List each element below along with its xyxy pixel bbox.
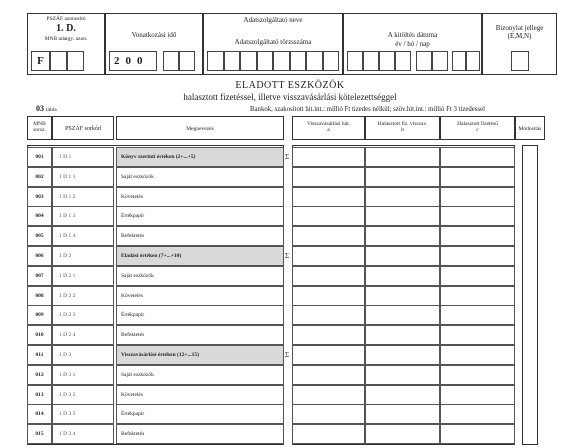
value-cell-b[interactable]	[365, 147, 440, 167]
col-header-a-text: Visszavásárlási hát.	[306, 121, 351, 127]
pszaf-code: 1. D.	[56, 23, 76, 34]
row-label: Könyv szerinti értéken (2+...+5)	[116, 147, 284, 167]
value-cell-a[interactable]	[292, 226, 365, 246]
row-number: 015	[27, 424, 52, 444]
provider-name-label: Adatszolgáltató neve	[243, 16, 303, 24]
doc-type-block	[482, 13, 557, 75]
row-code: 1 D 3 4	[52, 424, 114, 444]
value-cell-b[interactable]	[365, 206, 440, 226]
col-header-a-letter: a	[327, 127, 330, 133]
value-cell-b[interactable]	[365, 286, 440, 306]
table-row	[0, 325, 580, 345]
col-header-b-letter: b	[401, 127, 404, 133]
row-label: Saját eszközök	[116, 365, 284, 385]
row-label: Értékpapír	[116, 305, 284, 325]
date-box-5[interactable]	[416, 51, 432, 71]
row-code: 1 D 1 3	[52, 206, 114, 226]
value-cell-c[interactable]	[440, 365, 515, 385]
value-cell-a[interactable]	[292, 305, 365, 325]
table-row	[0, 187, 580, 207]
provider-reg-box-1[interactable]	[207, 51, 224, 71]
provider-reg-box-2[interactable]	[224, 51, 241, 71]
table-row	[0, 345, 580, 365]
col-header-mnb: MNB sorsz.	[27, 116, 52, 140]
row-code: 1 D 3 1	[52, 365, 114, 385]
date-box-1[interactable]	[347, 51, 363, 71]
value-cell-b[interactable]	[365, 345, 440, 365]
table-number	[36, 104, 57, 113]
date-label: A kitöltés dátuma	[387, 31, 438, 39]
row-code: 1 D 2 4	[52, 325, 114, 345]
form-subtitle: halasztott fizetéssel, illetve visszavásárlási kötelezettséggel	[183, 92, 397, 102]
row-label: Követelés	[116, 286, 284, 306]
mnb-box-2[interactable]	[50, 51, 67, 71]
col-header-c	[440, 116, 515, 140]
row-number: 013	[27, 385, 52, 405]
row-number: 008	[27, 286, 52, 306]
table-row	[0, 385, 580, 405]
value-cell-a[interactable]	[292, 286, 365, 306]
value-cell-b[interactable]	[365, 305, 440, 325]
provider-block	[203, 13, 343, 75]
row-label: Saját eszközök	[116, 266, 284, 286]
col-header-c-letter: c	[476, 127, 479, 133]
row-number: 001	[27, 147, 52, 167]
value-cell-b[interactable]	[365, 325, 440, 345]
value-cell-a[interactable]	[292, 345, 365, 365]
row-code: 1 D 1	[52, 147, 114, 167]
provider-reg-box-8[interactable]	[323, 51, 340, 71]
table-row	[0, 266, 580, 286]
col-header-b-text: Halasztott fiz. visszav.	[377, 121, 428, 127]
value-cell-a[interactable]	[292, 206, 365, 226]
value-cell-c[interactable]	[440, 167, 515, 187]
period-block	[105, 13, 203, 75]
table-row	[0, 365, 580, 385]
form-title: ELADOTT ESZKÖZÖK	[235, 80, 345, 91]
date-box-8[interactable]	[466, 51, 480, 71]
row-number: 004	[27, 206, 52, 226]
units-note: Bankok, szakosított hit.int.: millió Ft tizedes nélkül; szöv.hit.int.: millió Ft 3 tizedessel	[250, 106, 485, 113]
row-number: 005	[27, 226, 52, 246]
doc-type-label: Bizonylat jellege (E,M,N)	[495, 24, 544, 40]
row-number: 010	[27, 325, 52, 345]
table-row	[0, 226, 580, 246]
value-cell-c[interactable]	[440, 206, 515, 226]
table-row	[0, 305, 580, 325]
row-label: Követelés	[116, 385, 284, 405]
value-cell-b[interactable]	[365, 246, 440, 266]
pszaf-label: PSZÁF azonosító	[46, 16, 86, 22]
sum-marker: Σ	[285, 252, 290, 260]
provider-reg-box-5[interactable]	[273, 51, 290, 71]
row-code: 1 D 1 2	[52, 187, 114, 207]
date-box-7[interactable]	[452, 51, 466, 71]
mnb-box-3[interactable]	[67, 51, 84, 71]
value-cell-a[interactable]	[292, 187, 365, 207]
value-cell-a[interactable]	[292, 404, 365, 424]
col-header-b	[365, 116, 440, 140]
row-label: Visszavásárlási értéken (12+...15)	[116, 345, 284, 365]
col-header-mod: Módosítás	[515, 116, 545, 140]
provider-reg-label: Adatszolgáltató törzsszáma	[234, 38, 312, 46]
row-code: 1 D 2 3	[52, 305, 114, 325]
row-label: Befektetés	[116, 424, 284, 444]
date-block	[343, 13, 482, 75]
value-cell-b[interactable]	[365, 167, 440, 187]
value-cell-a[interactable]	[292, 325, 365, 345]
doc-type-box[interactable]	[511, 51, 529, 71]
row-number: 006	[27, 246, 52, 266]
value-cell-a[interactable]	[292, 167, 365, 187]
date-box-6[interactable]	[432, 51, 448, 71]
col-header-pszaf: PSZÁF sorkód	[52, 116, 114, 140]
row-code: 1 D 3 3	[52, 404, 114, 424]
row-number: 012	[27, 365, 52, 385]
date-box-3[interactable]	[379, 51, 395, 71]
sum-marker: Σ	[285, 351, 290, 359]
col-header-name: Megnevezés	[116, 116, 284, 140]
provider-reg-box-7[interactable]	[306, 51, 323, 71]
value-cell-b[interactable]	[365, 187, 440, 207]
row-label: Értékpapír	[116, 404, 284, 424]
mnb-label: MNB adatgy. azon.	[44, 36, 88, 42]
period-box-4[interactable]	[163, 51, 179, 71]
value-cell-c[interactable]	[440, 325, 515, 345]
row-code: 1 D 2	[52, 246, 114, 266]
row-number: 002	[27, 167, 52, 187]
row-code: 1 D 1 1	[52, 167, 114, 187]
row-label: Befektetés	[116, 226, 284, 246]
row-number: 009	[27, 305, 52, 325]
col-header-c-text: Halasztott fizetésű	[457, 121, 498, 127]
value-cell-c[interactable]	[440, 286, 515, 306]
value-cell-c[interactable]	[440, 305, 515, 325]
table-row	[0, 147, 580, 167]
row-label: Saját eszközök	[116, 167, 284, 187]
table-row	[0, 424, 580, 444]
table-row	[0, 404, 580, 424]
row-label: Értékpapír	[116, 206, 284, 226]
period-year-box[interactable]	[109, 51, 157, 71]
row-label: Befektetés	[116, 325, 284, 345]
value-cell-a[interactable]	[292, 385, 365, 405]
value-cell-b[interactable]	[365, 404, 440, 424]
date-box-4[interactable]	[395, 51, 411, 71]
row-number: 007	[27, 266, 52, 286]
period-label: Vonatkozási idő	[131, 31, 177, 39]
value-cell-a[interactable]	[292, 266, 365, 286]
row-code: 1 D 3 2	[52, 385, 114, 405]
date-box-2[interactable]	[363, 51, 379, 71]
provider-reg-box-4[interactable]	[257, 51, 274, 71]
date-format: év / hó / nap	[395, 40, 430, 48]
value-cell-a[interactable]	[292, 246, 365, 266]
table-row	[0, 246, 580, 266]
row-code: 1 D 2 1	[52, 266, 114, 286]
value-cell-c[interactable]	[440, 226, 515, 246]
table-number-value: 03	[36, 104, 44, 113]
value-cell-b[interactable]	[365, 226, 440, 246]
pszaf-block	[27, 13, 105, 75]
value-cell-c[interactable]	[440, 147, 515, 167]
row-label: Eladási értéken (7+...+10)	[116, 246, 284, 266]
value-cell-c[interactable]	[440, 266, 515, 286]
value-cell-c[interactable]	[440, 424, 515, 444]
row-number: 011	[27, 345, 52, 365]
value-cell-b[interactable]	[365, 424, 440, 444]
provider-reg-box-6[interactable]	[290, 51, 307, 71]
row-code: 1 D 1 4	[52, 226, 114, 246]
mnb-box-1[interactable]: F	[31, 51, 50, 71]
value-cell-c[interactable]	[440, 385, 515, 405]
table-row	[0, 167, 580, 187]
row-code: 1 D 3	[52, 345, 114, 365]
sum-marker: Σ	[285, 153, 290, 161]
value-cell-b[interactable]	[365, 385, 440, 405]
table-row	[0, 206, 580, 226]
value-cell-c[interactable]	[440, 345, 515, 365]
period-box-5[interactable]	[179, 51, 195, 71]
table-row	[0, 286, 580, 306]
value-cell-c[interactable]	[440, 404, 515, 424]
value-cell-a[interactable]	[292, 424, 365, 444]
table-number-suffix: tábla	[46, 107, 57, 113]
value-cell-b[interactable]	[365, 266, 440, 286]
row-number: 014	[27, 404, 52, 424]
row-label: Követelés	[116, 187, 284, 207]
row-code: 1 D 2 2	[52, 286, 114, 306]
provider-reg-box-3[interactable]	[240, 51, 257, 71]
value-cell-a[interactable]	[292, 365, 365, 385]
value-cell-b[interactable]	[365, 365, 440, 385]
value-cell-a[interactable]	[292, 147, 365, 167]
row-number: 003	[27, 187, 52, 207]
value-cell-c[interactable]	[440, 246, 515, 266]
col-header-a	[292, 116, 365, 140]
value-cell-c[interactable]	[440, 187, 515, 207]
period-year-value: 200	[114, 55, 149, 67]
